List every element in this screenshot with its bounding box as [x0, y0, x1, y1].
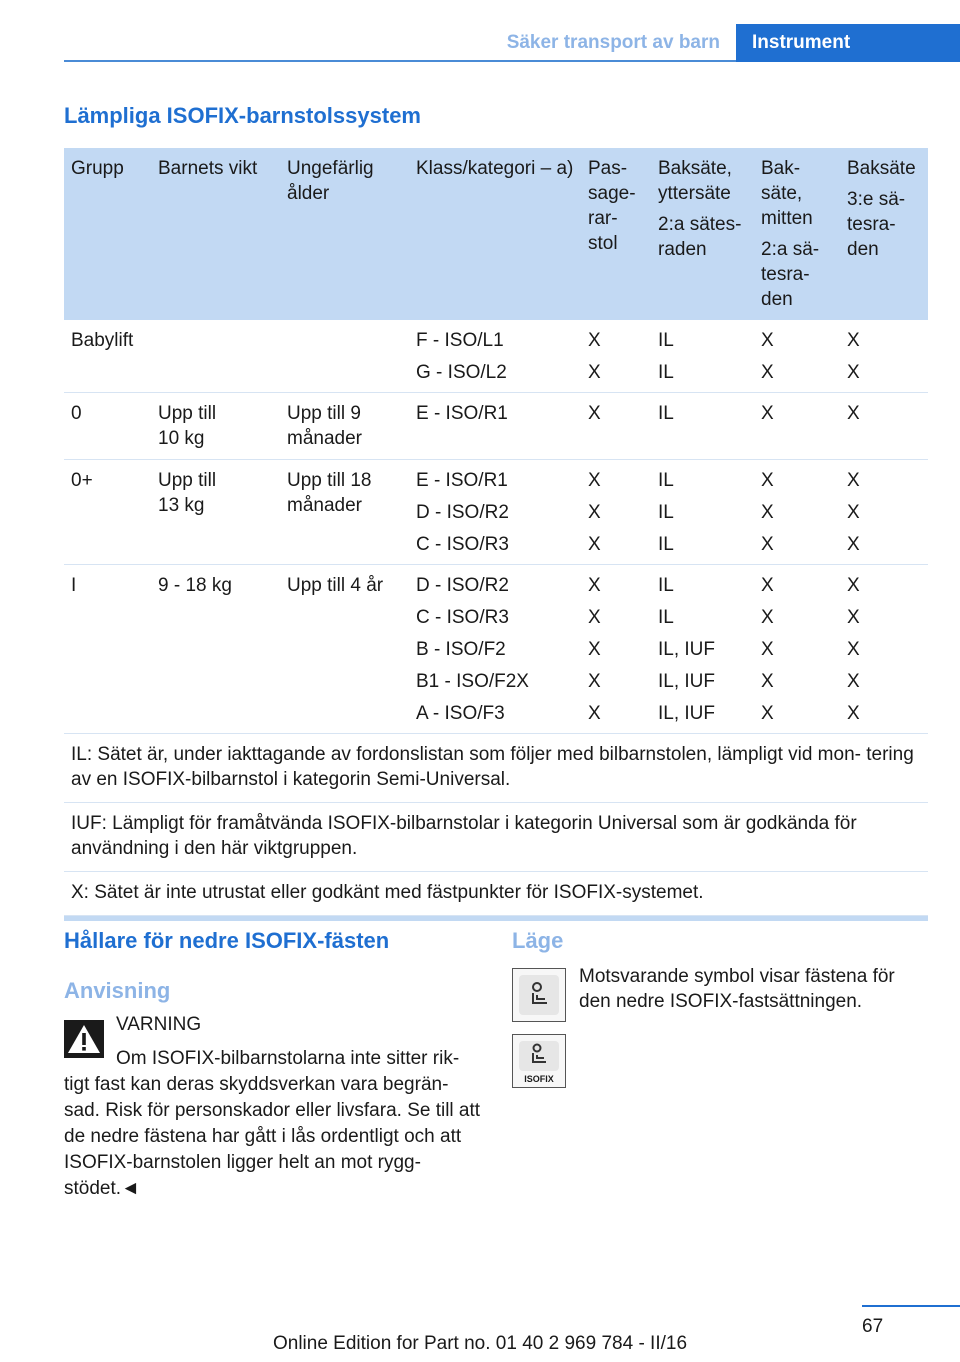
header-cell-text: Klass/kategori – a) [416, 158, 574, 179]
cell-line: X [847, 470, 860, 491]
warning-text: Om ISOFIX-bilbarnstolarna inte sitter rik- tigt fast kan deras skyddsverkan vara begrän- sad. Risk för personskador eller livsfara. Se till att de nedre fästena har gått i lås ordentligt och att ISOFIX-barnstolen ligger helt an mot rygg- stödet.◄ [64, 1048, 481, 1199]
cell-line: X [761, 502, 774, 523]
cell-line: IL, IUF [658, 671, 716, 692]
cell-line: E - ISO/R1 [416, 403, 508, 424]
table-cell [651, 320, 754, 392]
table-cell [840, 320, 928, 392]
table-cell [651, 565, 754, 733]
cell-line: X [761, 330, 774, 351]
cell-line: E - ISO/R1 [416, 470, 508, 491]
cell-line: X [847, 502, 860, 523]
table-header-cell [151, 148, 280, 320]
isofix-seat-symbol-icon [512, 968, 566, 1022]
header-cell-text: Ungefärlig ålder [287, 158, 374, 204]
table-cell [581, 460, 651, 564]
warning-label: VARNING [116, 1014, 202, 1035]
table-cell: Upp till 13 kg [158, 470, 217, 516]
table-header-cell [409, 148, 581, 320]
table-row [64, 320, 928, 393]
isofix-symbol-label: ISOFIX [524, 1074, 554, 1084]
table-header-cell [754, 148, 840, 320]
location-text: Motsvarande symbol visar fästena för den nedre ISOFIX-fastsättningen. [579, 966, 895, 1012]
cell-line: IL, IUF [658, 639, 716, 660]
table-header-cell [280, 148, 409, 320]
header-cell-text: Baksäte [847, 158, 916, 179]
cell-line: IL [658, 362, 674, 383]
table-cell [754, 460, 840, 564]
cell-line: X [847, 703, 860, 724]
table-cell: 0 [71, 403, 82, 424]
cell-line: X [588, 403, 601, 424]
table-cell [840, 565, 928, 733]
table-cell: Upp till 9 månader [287, 403, 362, 449]
table-header [64, 148, 928, 320]
cell-line: X [761, 470, 774, 491]
cell-line: X [761, 607, 774, 628]
cell-line: X [588, 534, 601, 555]
cell-line: X [588, 362, 601, 383]
table-header-cell [64, 148, 151, 320]
table-cell: Upp till 18 månader [287, 470, 372, 516]
cell-line: IL [658, 330, 674, 351]
cell-line: IL, IUF [658, 703, 716, 724]
note-heading: Anvisning [64, 978, 171, 1003]
table-cell [151, 320, 280, 392]
footer-rule [862, 1305, 960, 1307]
header-cell-text: 3:e sä- tesra- den [847, 189, 906, 260]
table-cell: I [71, 575, 77, 596]
cell-line: D - ISO/R2 [416, 575, 509, 596]
cell-line: X [588, 502, 601, 523]
table-cell [754, 320, 840, 392]
table-cell [409, 565, 581, 733]
header-cell-text: Bak- säte, mitten [761, 158, 813, 229]
cell-line: X [761, 575, 774, 596]
cell-line: IL [658, 534, 674, 555]
cell-line: X [847, 607, 860, 628]
page-title: Lämpliga ISOFIX-barnstolssystem [64, 103, 421, 128]
table-legend-note: IL: Sätet är, under iakttagande av fordonslistan som följer med bilbarnstolen, lämpligt vid mon- tering av en ISOFIX-bilbarnstol i kategorin Semi-Universal. [64, 734, 928, 803]
location-heading: Läge [512, 928, 564, 953]
cell-line: IL [658, 502, 674, 523]
table-cell [754, 393, 840, 459]
cell-line: X [761, 703, 774, 724]
cell-line: IL [658, 575, 674, 596]
cell-line: X [761, 362, 774, 383]
table-body [64, 320, 928, 916]
cell-line: B - ISO/F2 [416, 639, 506, 660]
cell-line: F - ISO/L1 [416, 330, 504, 351]
cell-line: X [588, 330, 601, 351]
header-cell-text: 2:a sätes- raden [658, 214, 742, 260]
cell-line: X [761, 671, 774, 692]
header-section-title: Säker transport av barn [506, 32, 720, 53]
table-cell [581, 393, 651, 459]
table-header-cell [651, 148, 754, 320]
cell-line: X [847, 362, 860, 383]
holder-heading: Hållare för nedre ISOFIX-fästen [64, 928, 390, 953]
table-cell: Upp till 4 år [287, 575, 384, 596]
cell-line: IL [658, 607, 674, 628]
cell-line: X [761, 403, 774, 424]
header-cell-text: Baksäte, yttersäte [658, 158, 732, 204]
table-cell [409, 393, 581, 459]
table-cell: 0+ [71, 470, 93, 491]
cell-line: IL [658, 403, 674, 424]
footer-edition: Online Edition for Part no. 01 40 2 969 784 - II/16 [272, 1333, 688, 1354]
table-cell: Upp till 10 kg [158, 403, 217, 449]
table-cell [754, 565, 840, 733]
table-cell [409, 320, 581, 392]
cell-line: G - ISO/L2 [416, 362, 507, 383]
cell-line: X [588, 575, 601, 596]
cell-line: X [847, 639, 860, 660]
cell-line: IL [658, 470, 674, 491]
cell-line: X [847, 575, 860, 596]
table-cell [840, 393, 928, 459]
table-header-cell [840, 148, 928, 320]
table-row [64, 565, 928, 734]
table-end-rule [64, 916, 928, 921]
table-cell [651, 393, 754, 459]
page-number: 67 [862, 1316, 884, 1337]
cell-line: X [588, 703, 601, 724]
table-cell: Babylift [71, 330, 134, 351]
table-row [64, 460, 928, 565]
cell-line: B1 - ISO/F2X [416, 671, 529, 692]
header-cell-text: Pas- sage- rar- stol [588, 158, 636, 254]
table-row [64, 393, 928, 460]
isofix-table [64, 148, 928, 921]
header-cell-text: Grupp [71, 158, 124, 179]
header-chapter-tab[interactable]: Instrument [736, 24, 960, 62]
cell-line: X [761, 534, 774, 555]
cell-line: C - ISO/R3 [416, 607, 509, 628]
table-cell [840, 460, 928, 564]
table-legend-note: X: Sätet är inte utrustat eller godkänt med fästpunkter för ISOFIX-systemet. [64, 872, 928, 916]
table-cell [280, 320, 409, 392]
table-cell [581, 320, 651, 392]
header-cell-text: Barnets vikt [158, 158, 258, 179]
table-cell [409, 460, 581, 564]
table-header-cell [581, 148, 651, 320]
header-cell-text: 2:a sä- tesra- den [761, 239, 820, 310]
cell-line: X [588, 639, 601, 660]
table-legend-note: IUF: Lämpligt för framåtvända ISOFIX-bilbarnstolar i kategorin Universal som är godkända för användning i den här viktgruppen. [64, 803, 928, 872]
cell-line: X [847, 330, 860, 351]
table-cell [651, 460, 754, 564]
isofix-labelled-symbol-icon [512, 1034, 566, 1088]
cell-line: X [588, 470, 601, 491]
cell-line: X [588, 607, 601, 628]
table-cell: 9 - 18 kg [158, 575, 232, 596]
cell-line: X [761, 639, 774, 660]
cell-line: A - ISO/F3 [416, 703, 505, 724]
cell-line: X [847, 671, 860, 692]
cell-line: X [847, 403, 860, 424]
cell-line: C - ISO/R3 [416, 534, 509, 555]
cell-line: D - ISO/R2 [416, 502, 509, 523]
cell-line: X [847, 534, 860, 555]
table-cell [581, 565, 651, 733]
cell-line: X [588, 671, 601, 692]
